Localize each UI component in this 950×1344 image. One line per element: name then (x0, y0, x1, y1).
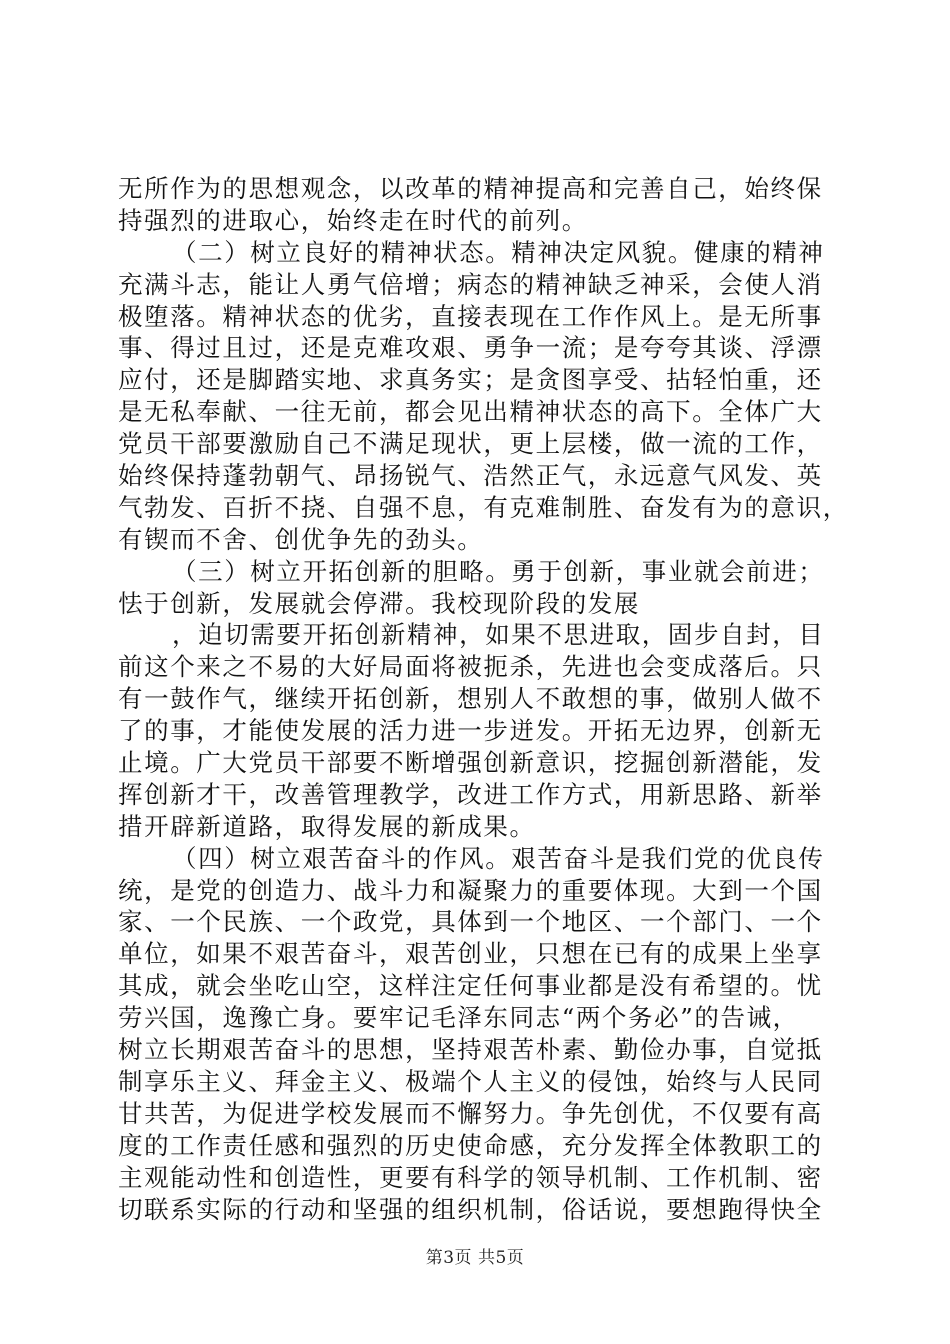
text-line: 主观能动性和创造性，更要有科学的领导机制、工作机制、密 (118, 1162, 823, 1192)
text-line: 无所作为的思想观念，以改革的精神提高和完善自己，始终保 (118, 174, 823, 203)
text-line: 应付，还是脚踏实地、求真务实；是贪图享受、拈轻怕重，还 (118, 365, 823, 395)
text-line: 止境。广大党员干部要不断增强创新意识，挖掘创新潜能，发 (118, 748, 823, 778)
text-line: ，迫切需要开拓创新精神，如果不思进取，固步自封，目 (172, 620, 825, 650)
text-line: 劳兴国，逸豫亡身。要牢记毛泽东同志“两个务必”的告诫， (118, 1003, 799, 1033)
text-line: 充满斗志，能让人勇气倍增；病态的精神缺乏神采，会使人消 (118, 269, 823, 299)
text-line: 气勃发、百折不挠、自强不息，有克难制胜、奋发有为的意识， (118, 492, 849, 522)
text-line: 单位，如果不艰苦奋斗，艰苦创业，只想在已有的成果上坐享 (118, 939, 823, 969)
text-line: 度的工作责任感和强烈的历史使命感，充分发挥全体教职工的 (118, 1130, 823, 1160)
text-line: （三）树立开拓创新的胆略。勇于创新，事业就会前进； (172, 556, 825, 586)
page-footer: 第3页 共5页 (425, 1248, 525, 1268)
text-line: 有锲而不舍、创优争先的劲头。 (118, 524, 484, 554)
text-line: 树立长期艰苦奋斗的思想，坚持艰苦朴素、勤俭办事，自觉抵 (118, 1035, 823, 1065)
body-text (118, 173, 849, 1225)
text-line: 持强烈的进取心，始终走在时代的前列。 (118, 205, 588, 235)
text-line: 甘共苦，为促进学校发展而不懈努力。争先创优，不仅要有高 (118, 1098, 823, 1128)
text-line: （四）树立艰苦奋斗的作风。艰苦奋斗是我们党的优良传 (172, 843, 825, 873)
text-line: 措开辟新道路，取得发展的新成果。 (118, 811, 536, 841)
text-line: 是无私奉献、一往无前，都会见出精神状态的高下。全体广大 (118, 397, 823, 427)
text-line: 其成，就会坐吃山空，这样注定任何事业都是没有希望的。忧 (118, 971, 823, 1001)
text-line: 前这个来之不易的大好局面将被扼杀，先进也会变成落后。只 (118, 652, 823, 682)
text-line: 事、得过且过，还是克难攻艰、勇争一流；是夸夸其谈、浮漂 (118, 333, 823, 363)
text-line: 挥创新才干，改善管理教学，改进工作方式，用新思路、新举 (118, 779, 823, 809)
text-line: 怯于创新，发展就会停滞。我校现阶段的发展 (118, 588, 640, 618)
text-line: （二）树立良好的精神状态。精神决定风貌。健康的精神 (172, 237, 825, 267)
text-line: 统，是党的创造力、战斗力和凝聚力的重要体现。大到一个国 (118, 875, 823, 905)
text-line: 了的事，才能使发展的活力进一步迸发。开拓无边界，创新无 (118, 716, 823, 746)
text-line: 制享乐主义、拜金主义、极端个人主义的侵蚀，始终与人民同 (118, 1066, 823, 1096)
text-line: 极堕落。精神状态的优劣，直接表现在工作作风上。是无所事 (118, 301, 823, 331)
text-line: 家、一个民族、一个政党，具体到一个地区、一个部门、一个 (118, 907, 823, 937)
text-line: 党员干部要激励自己不满足现状，更上层楼，做一流的工作， (118, 429, 823, 459)
text-line: 有一鼓作气，继续开拓创新，想别人不敢想的事，做别人做不 (118, 684, 823, 714)
text-line: 切联系实际的行动和坚强的组织机制，俗话说，要想跑得快全 (118, 1194, 823, 1224)
text-line: 始终保持蓬勃朝气、昂扬锐气、浩然正气，永远意气风发、英 (118, 461, 823, 491)
